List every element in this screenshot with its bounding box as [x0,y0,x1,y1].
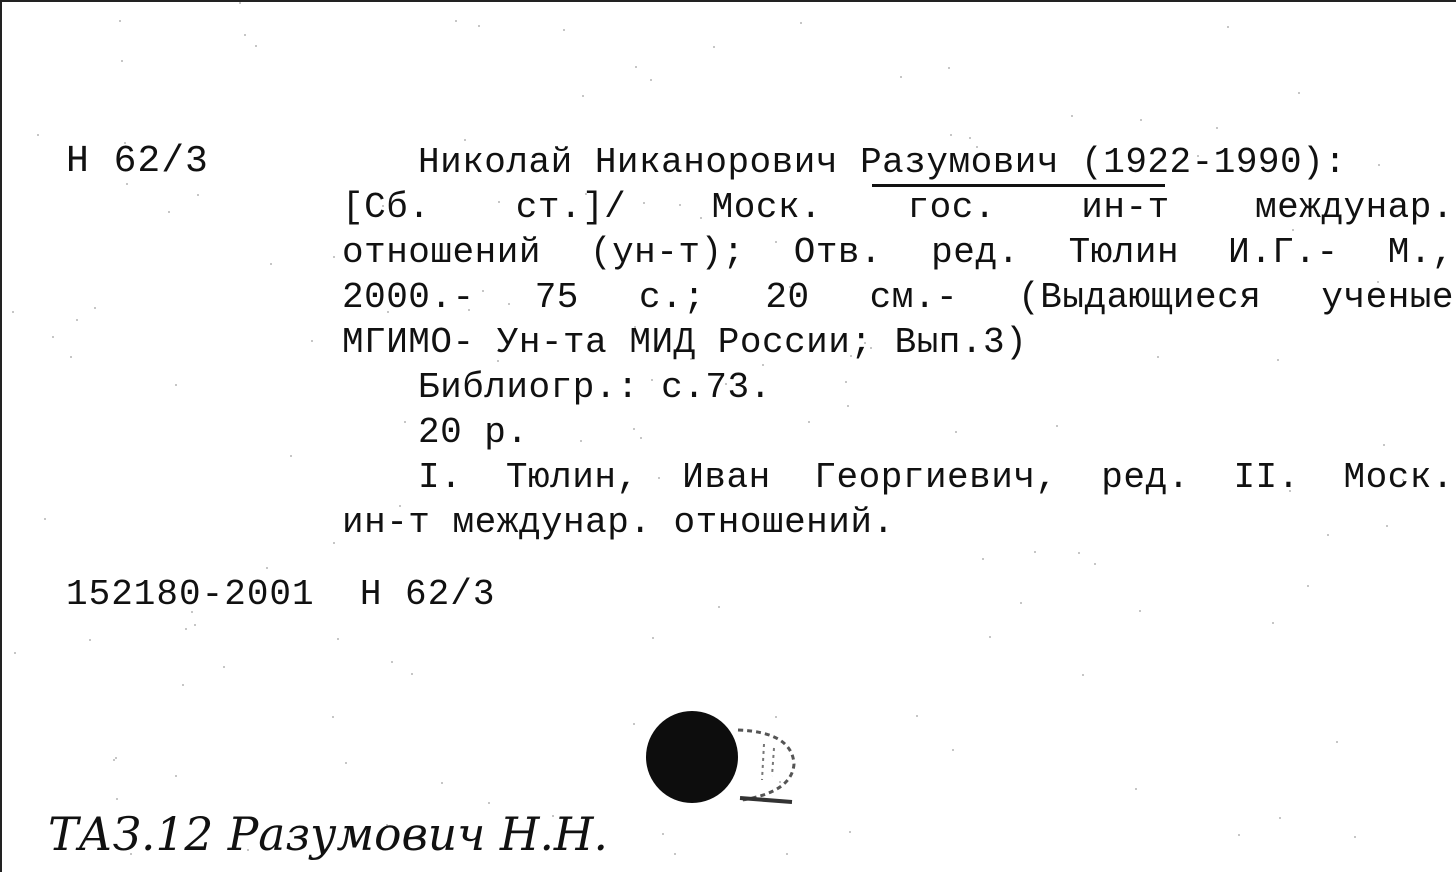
paper-speck [950,134,952,136]
paper-speck [713,46,715,48]
paper-speck [115,757,117,759]
paper-speck [185,628,187,630]
paper-speck [478,25,480,27]
added-entries-continuation: ин-т междунар. отношений. [342,502,895,543]
paper-speck [989,636,991,638]
paper-speck [582,95,584,97]
added-entries-line: I. Тюлин, Иван Георгиевич, ред. II. Моск. [418,457,1454,498]
paper-speck [1272,622,1274,624]
bibliography-note: Библиогр.: с.73. [418,367,772,408]
paper-speck [633,723,635,725]
paper-speck [126,183,128,185]
paper-speck [266,567,268,569]
paper-speck [311,340,313,342]
paper-speck [239,2,241,4]
paper-speck [14,652,16,654]
paper-speck [1140,119,1142,121]
paper-speck [786,853,788,855]
paper-speck [563,29,565,31]
paper-speck [982,558,984,560]
paper-speck [333,256,335,258]
paper-speck [119,20,121,22]
paper-speck [455,20,457,22]
paper-speck [800,22,802,24]
paper-speck [650,79,652,81]
paper-speck [1298,92,1300,94]
paper-speck [1336,741,1338,743]
paper-speck [332,716,334,718]
paper-speck [333,542,335,544]
paper-speck [916,715,918,717]
paper-speck [900,76,902,78]
paper-speck [89,639,91,641]
paper-speck [1094,563,1096,565]
paper-speck [391,661,393,663]
paper-speck [113,759,115,761]
paper-speck [948,67,950,69]
paper-speck [969,137,971,139]
inventory-number: 152180-2001 Н 62/3 [66,574,496,615]
paper-speck [1034,551,1036,553]
paper-speck [1020,602,1022,604]
paper-speck [44,518,46,520]
pen-underline [872,184,1165,187]
paper-speck [175,384,177,386]
paper-speck [1227,26,1229,28]
price-note: 20 р. [418,412,529,453]
paper-speck [652,637,654,639]
paper-speck [94,307,96,309]
paper-speck [662,833,664,835]
paper-speck [182,684,184,686]
paper-speck [1082,674,1084,676]
paper-speck [70,356,72,358]
paper-speck [197,194,199,196]
paper-speck [1135,788,1137,790]
handwritten-signature [42,792,642,872]
paper-speck [952,749,954,751]
paper-speck [1078,552,1080,554]
paper-speck [1279,817,1281,819]
paper-speck [849,831,851,833]
paper-speck [290,455,292,457]
library-stamp-icon [642,702,812,822]
paper-speck [1307,585,1309,587]
paper-speck [441,782,443,784]
paper-speck [270,263,272,265]
paper-speck [223,666,225,668]
paper-speck [1139,610,1141,612]
shelf-mark: Н 62/3 [66,140,209,183]
paper-speck [255,45,257,47]
record-series-line: МГИМО- Ун-та МИД России; Вып.3) [342,322,1028,363]
record-line-2: [Сб. ст.]/ Моск. гос. ин-т междунар. [342,187,1454,228]
paper-speck [52,336,54,338]
svg-text:ТАЗ.12 Разумович Н.Н.: ТАЗ.12 Разумович Н.Н. [48,807,608,861]
paper-speck [168,211,170,213]
paper-speck [194,624,196,626]
paper-speck [345,762,347,764]
record-line-4: 2000.- 75 с.; 20 см.- (Выдающиеся ученые [342,277,1454,318]
record-line-3: отношений (ун-т); Отв. ред. Тюлин И.Г.- М., [342,232,1454,273]
paper-speck [12,311,14,313]
paper-speck [1238,834,1240,836]
paper-speck [175,775,177,777]
paper-speck [121,60,123,62]
paper-speck [37,134,39,136]
paper-speck [244,34,246,36]
paper-speck [337,638,339,640]
paper-speck [718,606,720,608]
paper-speck [1216,127,1218,129]
paper-speck [1071,115,1073,117]
bibliographic-record [342,140,1454,545]
paper-speck [635,66,637,68]
record-title-line: Николай Никанорович Разумович (1922-1990): [418,142,1347,183]
paper-speck [76,319,78,321]
paper-speck [1354,836,1356,838]
paper-speck [411,673,413,675]
paper-speck [674,853,676,855]
